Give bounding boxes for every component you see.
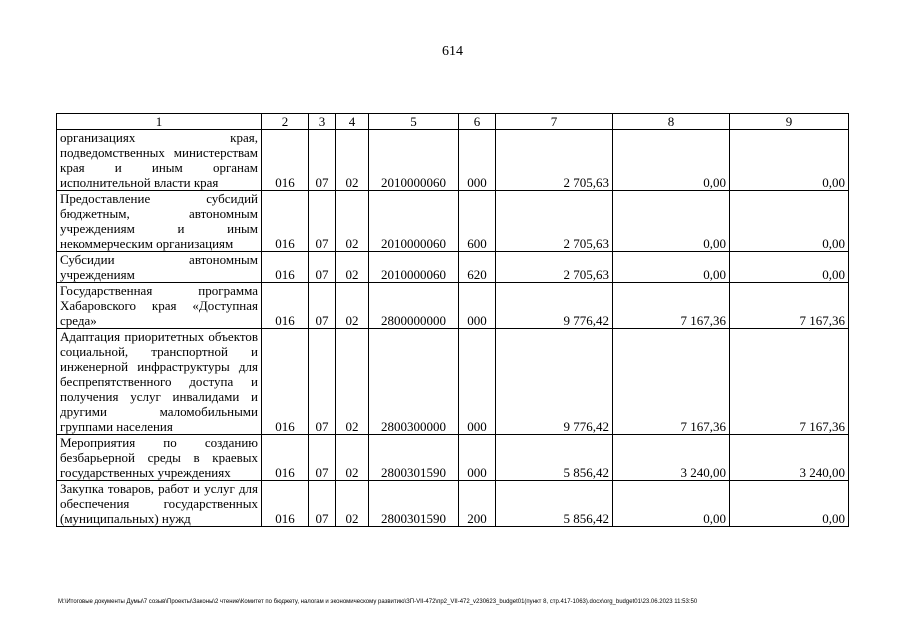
cell-amount-3: 0,00 <box>730 252 849 283</box>
col-header-4: 4 <box>336 114 369 130</box>
cell-expense-type: 620 <box>459 252 496 283</box>
cell-amount-1: 9 776,42 <box>496 329 613 435</box>
page-number: 614 <box>442 44 463 59</box>
cell-subsection: 02 <box>336 435 369 481</box>
table-row <box>57 283 849 329</box>
cell-amount-1: 5 856,42 <box>496 481 613 527</box>
cell-section: 07 <box>309 252 336 283</box>
cell-section: 07 <box>309 481 336 527</box>
col-header-9: 9 <box>730 114 849 130</box>
row-name: Мероприятия по созданию безбарьерной среды в краевых государственных учреждениях <box>57 435 262 481</box>
cell-admin-code: 016 <box>262 481 309 527</box>
cell-amount-1: 2 705,63 <box>496 252 613 283</box>
table-row <box>57 130 849 191</box>
cell-amount-2: 0,00 <box>613 252 730 283</box>
col-header-6: 6 <box>459 114 496 130</box>
footer-file-path: M:\Итоговые документы Думы\7 созыв\Проекты\Законы\2 чтение\Комитет по бюджету, налогам и экономическому развитию\ЗП-VII-472\пр2_VII-472_v230623_budget01(пункт 8, стр.417-1063).docx\org_budget01\23.06.2023 11:53:50 <box>58 599 698 605</box>
cell-amount-3: 7 167,36 <box>730 283 849 329</box>
cell-admin-code: 016 <box>262 329 309 435</box>
cell-amount-2: 0,00 <box>613 191 730 252</box>
cell-admin-code: 016 <box>262 252 309 283</box>
cell-section: 07 <box>309 130 336 191</box>
cell-target-article: 2800000000 <box>369 283 459 329</box>
cell-amount-1: 2 705,63 <box>496 130 613 191</box>
cell-expense-type: 000 <box>459 283 496 329</box>
row-name: Закупка товаров, работ и услуг для обеспечения государственных (муниципальных) нужд <box>57 481 262 527</box>
cell-expense-type: 600 <box>459 191 496 252</box>
cell-target-article: 2800301590 <box>369 481 459 527</box>
col-header-5: 5 <box>369 114 459 130</box>
cell-amount-3: 7 167,36 <box>730 329 849 435</box>
cell-subsection: 02 <box>336 283 369 329</box>
cell-expense-type: 000 <box>459 329 496 435</box>
cell-target-article: 2010000060 <box>369 252 459 283</box>
cell-subsection: 02 <box>336 130 369 191</box>
table-row <box>57 252 849 283</box>
col-header-8: 8 <box>613 114 730 130</box>
col-header-7: 7 <box>496 114 613 130</box>
table-row <box>57 191 849 252</box>
cell-target-article: 2010000060 <box>369 130 459 191</box>
row-name: Адаптация приоритетных объектов социальной, транспортной и инженерной инфраструктуры для беспрепятственного доступа и получения услуг инвалидами и другими маломобильными группами населения <box>57 329 262 435</box>
cell-expense-type: 000 <box>459 435 496 481</box>
col-header-3: 3 <box>309 114 336 130</box>
col-header-1: 1 <box>57 114 262 130</box>
table-row <box>57 329 849 435</box>
cell-subsection: 02 <box>336 481 369 527</box>
row-name: Предоставление субсидий бюджетным, автономным учреждениям и иным некоммерческим организациям <box>57 191 262 252</box>
col-header-2: 2 <box>262 114 309 130</box>
table-row <box>57 481 849 527</box>
cell-target-article: 2800300000 <box>369 329 459 435</box>
cell-amount-3: 3 240,00 <box>730 435 849 481</box>
cell-amount-2: 0,00 <box>613 130 730 191</box>
cell-amount-2: 3 240,00 <box>613 435 730 481</box>
cell-amount-3: 0,00 <box>730 481 849 527</box>
cell-amount-1: 2 705,63 <box>496 191 613 252</box>
cell-admin-code: 016 <box>262 130 309 191</box>
header-row <box>57 114 849 130</box>
cell-expense-type: 200 <box>459 481 496 527</box>
cell-amount-2: 0,00 <box>613 481 730 527</box>
cell-amount-1: 5 856,42 <box>496 435 613 481</box>
cell-amount-2: 7 167,36 <box>613 329 730 435</box>
cell-subsection: 02 <box>336 252 369 283</box>
cell-admin-code: 016 <box>262 283 309 329</box>
table-row <box>57 435 849 481</box>
row-name: Государственная программа Хабаровского края «Доступная среда» <box>57 283 262 329</box>
cell-amount-3: 0,00 <box>730 191 849 252</box>
cell-target-article: 2010000060 <box>369 191 459 252</box>
cell-section: 07 <box>309 283 336 329</box>
cell-amount-2: 7 167,36 <box>613 283 730 329</box>
cell-expense-type: 000 <box>459 130 496 191</box>
cell-admin-code: 016 <box>262 435 309 481</box>
cell-admin-code: 016 <box>262 191 309 252</box>
row-name: Субсидии автономным учреждениям <box>57 252 262 283</box>
budget-table <box>56 113 849 527</box>
cell-section: 07 <box>309 329 336 435</box>
cell-amount-3: 0,00 <box>730 130 849 191</box>
cell-section: 07 <box>309 435 336 481</box>
row-name: организациях края, подведомственных министерствам края и иным органам исполнительной власти края <box>57 130 262 191</box>
cell-subsection: 02 <box>336 191 369 252</box>
cell-section: 07 <box>309 191 336 252</box>
cell-target-article: 2800301590 <box>369 435 459 481</box>
cell-amount-1: 9 776,42 <box>496 283 613 329</box>
cell-subsection: 02 <box>336 329 369 435</box>
